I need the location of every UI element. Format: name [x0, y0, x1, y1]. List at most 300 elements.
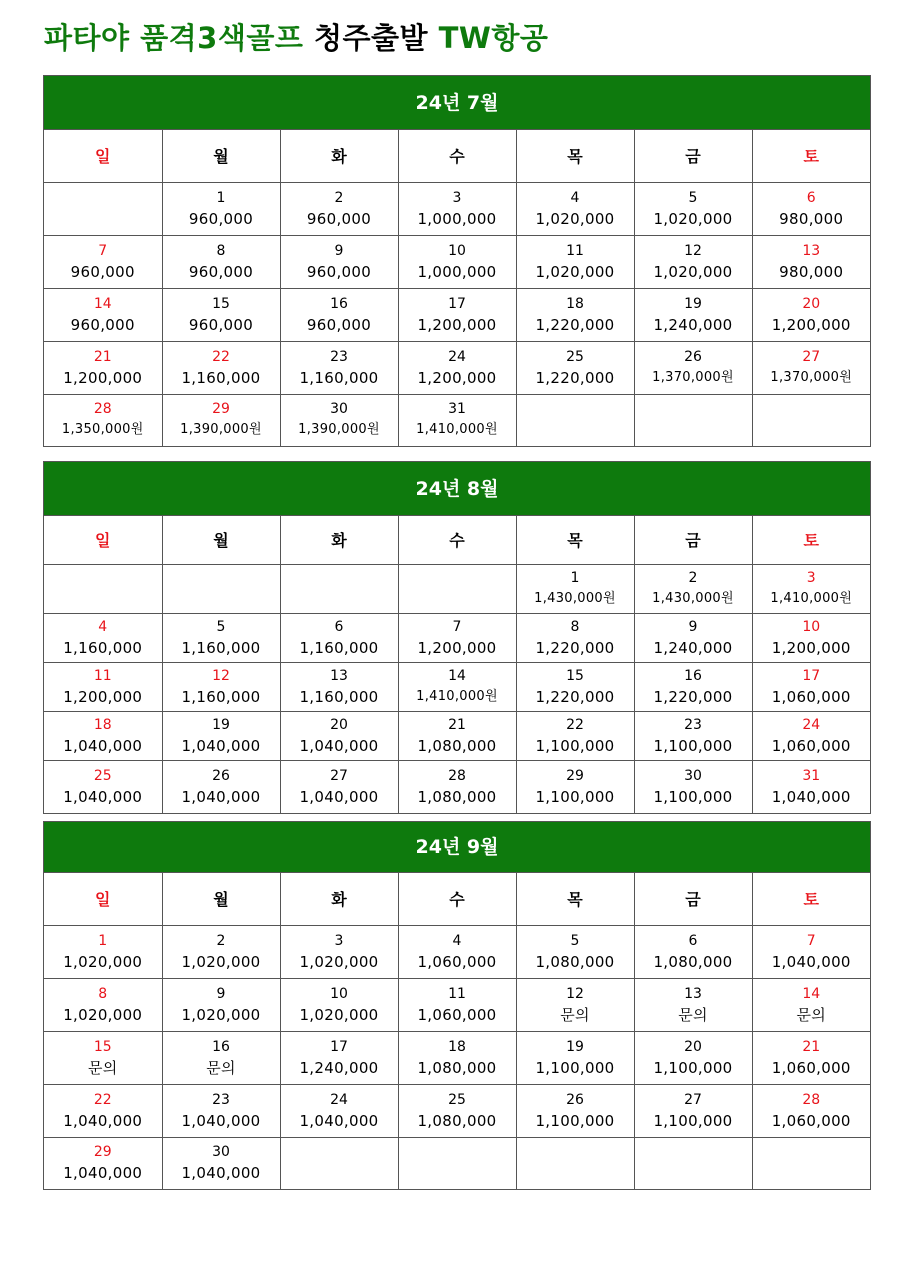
page-title: [44, 18, 548, 58]
price-label: 1,430,000원: [652, 590, 734, 606]
weekday-header: 일: [44, 516, 162, 564]
date-cell: [752, 925, 870, 978]
day-number: 11: [448, 985, 466, 1002]
price-label: 1,160,000: [63, 638, 143, 657]
date-cell: [162, 1031, 280, 1084]
day-number: 1: [570, 569, 580, 586]
day-number: 7: [806, 932, 816, 949]
day-number: 11: [93, 667, 112, 684]
date-cell: [280, 288, 398, 341]
day-number: 17: [330, 1038, 348, 1055]
day-number: 9: [216, 985, 226, 1002]
date-cell: [280, 394, 398, 446]
day-number: 2: [688, 569, 698, 586]
day-number: 30: [330, 401, 348, 418]
date-cell: [752, 182, 870, 235]
weekday-header: 목: [516, 130, 634, 182]
day-number: 4: [452, 932, 462, 949]
day-number: 21: [93, 348, 112, 365]
date-cell: [398, 235, 516, 288]
price-label: 960,000: [70, 315, 135, 334]
day-number: 3: [452, 189, 462, 206]
calendar-table: [44, 873, 870, 1189]
date-cell: [516, 182, 634, 235]
date-cell: [162, 182, 280, 235]
day-number: 6: [334, 618, 344, 635]
price-label: 문의: [206, 1058, 236, 1077]
price-label: 1,100,000: [653, 736, 733, 755]
week-row: [44, 760, 870, 813]
day-number: 16: [330, 295, 348, 312]
day-number: 8: [570, 618, 580, 635]
day-number: 10: [802, 618, 821, 635]
price-label: 1,200,000: [63, 687, 143, 706]
date-cell: [280, 662, 398, 711]
day-number: 21: [448, 716, 466, 733]
date-cell: [162, 613, 280, 662]
day-number: 4: [570, 189, 580, 206]
weekday-header: 화: [280, 130, 398, 182]
price-label: 1,080,000: [417, 1058, 497, 1077]
date-cell: [752, 711, 870, 760]
date-cell: [752, 288, 870, 341]
price-label: 1,220,000: [535, 368, 615, 387]
day-number: 13: [802, 242, 821, 259]
empty-cell: [752, 1137, 870, 1189]
day-number: 4: [98, 618, 108, 635]
date-cell: [44, 1137, 162, 1189]
weekday-header: 일: [44, 130, 162, 182]
day-number: 12: [566, 985, 584, 1002]
price-label: 1,040,000: [299, 1111, 379, 1130]
date-cell: [634, 613, 752, 662]
date-cell: [44, 925, 162, 978]
price-label: 1,060,000: [417, 1005, 497, 1024]
empty-cell: [280, 564, 398, 613]
date-cell: [162, 1084, 280, 1137]
week-row: [44, 235, 870, 288]
date-cell: [162, 341, 280, 394]
weekday-header: 목: [516, 873, 634, 925]
date-cell: [398, 711, 516, 760]
month-header: 24년 9월: [44, 822, 870, 873]
empty-cell: [752, 394, 870, 446]
day-number: 16: [684, 667, 702, 684]
price-label: 1,100,000: [535, 1058, 615, 1077]
date-cell: [752, 1084, 870, 1137]
calendar-table: [44, 130, 870, 446]
day-number: 22: [93, 1091, 112, 1108]
date-cell: [280, 182, 398, 235]
price-label: 960,000: [306, 262, 372, 281]
week-row: [44, 288, 870, 341]
price-label: 1,080,000: [653, 952, 733, 971]
date-cell: [162, 394, 280, 446]
day-number: 7: [452, 618, 462, 635]
price-label: 1,390,000원: [180, 422, 262, 438]
day-number: 30: [684, 767, 702, 784]
date-cell: [516, 925, 634, 978]
day-number: 26: [684, 348, 702, 365]
day-number: 15: [566, 667, 584, 684]
price-label: 1,100,000: [653, 1058, 733, 1077]
price-label: 960,000: [70, 262, 135, 281]
date-cell: [162, 760, 280, 813]
day-number: 1: [216, 189, 226, 206]
price-label: 1,060,000: [771, 736, 851, 755]
day-number: 18: [448, 1038, 466, 1055]
date-cell: [634, 978, 752, 1031]
day-number: 3: [334, 932, 344, 949]
price-label: 1,020,000: [299, 952, 379, 971]
weekday-header: 월: [162, 516, 280, 564]
day-number: 19: [212, 716, 230, 733]
empty-cell: [162, 564, 280, 613]
week-row: [44, 978, 870, 1031]
title-airline: TW항공: [438, 21, 549, 55]
price-label: 1,020,000: [181, 952, 261, 971]
day-number: 28: [802, 1091, 821, 1108]
date-cell: [398, 1084, 516, 1137]
day-number: 22: [212, 348, 230, 365]
price-label: 1,040,000: [181, 787, 261, 806]
price-label: 960,000: [188, 315, 254, 334]
price-label: 1,410,000원: [770, 590, 853, 606]
day-number: 5: [216, 618, 226, 635]
date-cell: [516, 760, 634, 813]
price-label: 1,240,000: [653, 315, 733, 334]
date-cell: [516, 978, 634, 1031]
week-row: [44, 1031, 870, 1084]
date-cell: [162, 925, 280, 978]
price-label: 1,040,000: [181, 1111, 261, 1130]
date-cell: [162, 1137, 280, 1189]
price-label: 1,080,000: [417, 1111, 497, 1130]
day-number: 25: [93, 767, 112, 784]
day-number: 26: [212, 767, 230, 784]
weekday-header: 토: [752, 873, 870, 925]
price-label: 1,040,000: [771, 787, 851, 806]
weekday-header: 일: [44, 873, 162, 925]
day-number: 2: [334, 189, 344, 206]
day-number: 19: [684, 295, 702, 312]
weekday-header: 수: [398, 130, 516, 182]
price-label: 1,220,000: [535, 315, 615, 334]
date-cell: [398, 341, 516, 394]
empty-cell: [516, 394, 634, 446]
price-label: 960,000: [188, 209, 254, 228]
date-cell: [398, 182, 516, 235]
calendar-july: [43, 75, 871, 447]
empty-cell: [44, 182, 162, 235]
price-label: 1,410,000원: [416, 688, 498, 704]
price-label: 1,200,000: [771, 315, 851, 334]
date-cell: [44, 662, 162, 711]
day-number: 12: [212, 667, 230, 684]
weekday-header: 화: [280, 873, 398, 925]
price-label: 1,160,000: [181, 368, 261, 387]
week-row: [44, 613, 870, 662]
weekday-header: 금: [634, 873, 752, 925]
date-cell: [634, 288, 752, 341]
day-number: 6: [806, 189, 816, 206]
price-label: 1,200,000: [417, 638, 497, 657]
price-label: 1,160,000: [299, 687, 379, 706]
day-number: 28: [93, 401, 112, 418]
weekday-header: 수: [398, 516, 516, 564]
week-row: [44, 925, 870, 978]
price-label: 1,060,000: [771, 1111, 851, 1130]
date-cell: [752, 760, 870, 813]
weekday-header: 금: [634, 516, 752, 564]
date-cell: [280, 341, 398, 394]
date-cell: [44, 235, 162, 288]
price-label: 1,100,000: [535, 787, 615, 806]
day-number: 19: [566, 1038, 584, 1055]
date-cell: [516, 1031, 634, 1084]
price-label: 1,240,000: [653, 638, 733, 657]
date-cell: [634, 182, 752, 235]
price-label: 1,220,000: [535, 687, 615, 706]
week-row: [44, 1137, 870, 1189]
date-cell: [398, 394, 516, 446]
price-label: 1,080,000: [535, 952, 615, 971]
price-label: 980,000: [779, 209, 844, 228]
weekday-header: 금: [634, 130, 752, 182]
date-cell: [752, 341, 870, 394]
date-cell: [44, 1031, 162, 1084]
price-label: 1,430,000원: [534, 590, 616, 606]
date-cell: [752, 1031, 870, 1084]
empty-cell: [280, 1137, 398, 1189]
price-label: 1,200,000: [417, 368, 497, 387]
day-number: 20: [684, 1038, 702, 1055]
date-cell: [516, 1084, 634, 1137]
day-number: 31: [448, 401, 466, 418]
day-number: 29: [93, 1144, 112, 1161]
day-number: 12: [684, 242, 702, 259]
date-cell: [162, 288, 280, 341]
date-cell: [516, 613, 634, 662]
date-cell: [280, 613, 398, 662]
price-label: 960,000: [188, 262, 254, 281]
date-cell: [516, 288, 634, 341]
day-number: 9: [334, 242, 344, 259]
empty-cell: [634, 394, 752, 446]
day-number: 20: [802, 295, 821, 312]
date-cell: [162, 235, 280, 288]
price-label: 문의: [796, 1005, 827, 1024]
day-number: 15: [93, 1038, 112, 1055]
day-number: 24: [448, 348, 466, 365]
price-label: 1,000,000: [417, 262, 497, 281]
price-label: 1,200,000: [63, 368, 143, 387]
day-number: 31: [802, 767, 821, 784]
day-number: 14: [448, 667, 466, 684]
title-departure: 청주출발: [313, 21, 439, 55]
date-cell: [162, 662, 280, 711]
date-cell: [634, 662, 752, 711]
date-cell: [634, 925, 752, 978]
price-label: 960,000: [306, 315, 372, 334]
week-row: [44, 564, 870, 613]
date-cell: [516, 662, 634, 711]
date-cell: [280, 925, 398, 978]
weekday-header: 토: [752, 130, 870, 182]
weekday-row: [44, 516, 870, 564]
price-label: 1,020,000: [653, 209, 733, 228]
day-number: 16: [212, 1038, 230, 1055]
date-cell: [44, 760, 162, 813]
empty-cell: [44, 564, 162, 613]
date-cell: [44, 711, 162, 760]
date-cell: [162, 978, 280, 1031]
day-number: 23: [212, 1091, 230, 1108]
weekday-row: [44, 873, 870, 925]
date-cell: [280, 235, 398, 288]
date-cell: [398, 1031, 516, 1084]
weekday-row: [44, 130, 870, 182]
day-number: 25: [448, 1091, 466, 1108]
date-cell: [280, 760, 398, 813]
price-label: 1,020,000: [535, 209, 615, 228]
price-label: 1,200,000: [771, 638, 851, 657]
price-label: 문의: [560, 1005, 590, 1024]
date-cell: [634, 711, 752, 760]
date-cell: [162, 711, 280, 760]
date-cell: [752, 662, 870, 711]
price-label: 1,160,000: [181, 638, 261, 657]
price-label: 1,040,000: [299, 787, 379, 806]
date-cell: [398, 613, 516, 662]
empty-cell: [398, 564, 516, 613]
calendar-september: [43, 821, 871, 1190]
price-label: 1,220,000: [653, 687, 733, 706]
empty-cell: [634, 1137, 752, 1189]
day-number: 8: [216, 242, 226, 259]
date-cell: [634, 235, 752, 288]
day-number: 18: [93, 716, 112, 733]
date-cell: [516, 341, 634, 394]
day-number: 14: [93, 295, 112, 312]
price-label: 960,000: [306, 209, 372, 228]
day-number: 1: [98, 932, 108, 949]
price-label: 1,390,000원: [298, 422, 380, 438]
date-cell: [44, 613, 162, 662]
day-number: 6: [688, 932, 698, 949]
date-cell: [398, 925, 516, 978]
date-cell: [280, 1031, 398, 1084]
week-row: [44, 1084, 870, 1137]
date-cell: [634, 1084, 752, 1137]
price-label: 1,020,000: [653, 262, 733, 281]
date-cell: [280, 978, 398, 1031]
date-cell: [634, 564, 752, 613]
price-label: 1,350,000원: [61, 422, 144, 438]
price-label: 1,020,000: [63, 1005, 143, 1024]
date-cell: [44, 341, 162, 394]
price-label: 1,000,000: [417, 209, 497, 228]
calendar-august: [43, 461, 871, 814]
day-number: 30: [212, 1144, 230, 1161]
day-number: 23: [330, 348, 348, 365]
price-label: 1,060,000: [771, 1058, 851, 1077]
day-number: 13: [684, 985, 702, 1002]
day-number: 10: [330, 985, 348, 1002]
date-cell: [280, 1084, 398, 1137]
price-label: 980,000: [779, 262, 844, 281]
price-label: 1,020,000: [535, 262, 615, 281]
price-label: 1,100,000: [535, 736, 615, 755]
day-number: 22: [566, 716, 584, 733]
price-label: 1,080,000: [417, 736, 497, 755]
date-cell: [634, 341, 752, 394]
empty-cell: [516, 1137, 634, 1189]
day-number: 17: [448, 295, 466, 312]
price-label: 1,370,000원: [770, 369, 853, 385]
price-label: 1,020,000: [63, 952, 143, 971]
day-number: 17: [802, 667, 821, 684]
price-label: 1,040,000: [63, 1111, 143, 1130]
day-number: 25: [566, 348, 584, 365]
day-number: 2: [216, 932, 226, 949]
day-number: 27: [684, 1091, 702, 1108]
price-label: 1,060,000: [417, 952, 497, 971]
calendar-table: [44, 516, 870, 813]
price-label: 1,060,000: [771, 687, 851, 706]
weekday-header: 월: [162, 130, 280, 182]
day-number: 29: [212, 401, 230, 418]
date-cell: [752, 978, 870, 1031]
price-label: 1,410,000원: [416, 422, 498, 438]
date-cell: [44, 394, 162, 446]
day-number: 24: [802, 716, 821, 733]
date-cell: [398, 662, 516, 711]
price-label: 1,040,000: [63, 1164, 143, 1183]
price-label: 1,160,000: [299, 368, 379, 387]
day-number: 21: [802, 1038, 821, 1055]
day-number: 27: [330, 767, 348, 784]
day-number: 29: [566, 767, 584, 784]
price-label: 1,100,000: [653, 787, 733, 806]
price-label: 1,240,000: [299, 1058, 379, 1077]
price-label: 1,040,000: [299, 736, 379, 755]
week-row: [44, 711, 870, 760]
price-label: 1,040,000: [181, 1164, 261, 1183]
day-number: 5: [570, 932, 580, 949]
weekday-header: 수: [398, 873, 516, 925]
date-cell: [516, 711, 634, 760]
day-number: 14: [802, 985, 821, 1002]
date-cell: [398, 760, 516, 813]
price-label: 1,040,000: [181, 736, 261, 755]
price-label: 1,040,000: [771, 952, 851, 971]
price-label: 1,080,000: [417, 787, 497, 806]
price-label: 1,160,000: [299, 638, 379, 657]
title-product: 파타야 품격3색골프: [44, 21, 314, 55]
month-header: 24년 8월: [44, 462, 870, 516]
date-cell: [516, 564, 634, 613]
week-row: [44, 182, 870, 235]
day-number: 7: [98, 242, 108, 259]
day-number: 9: [688, 618, 698, 635]
day-number: 26: [566, 1091, 584, 1108]
price-label: 1,160,000: [181, 687, 261, 706]
day-number: 15: [212, 295, 230, 312]
week-row: [44, 341, 870, 394]
weekday-header: 목: [516, 516, 634, 564]
date-cell: [398, 978, 516, 1031]
